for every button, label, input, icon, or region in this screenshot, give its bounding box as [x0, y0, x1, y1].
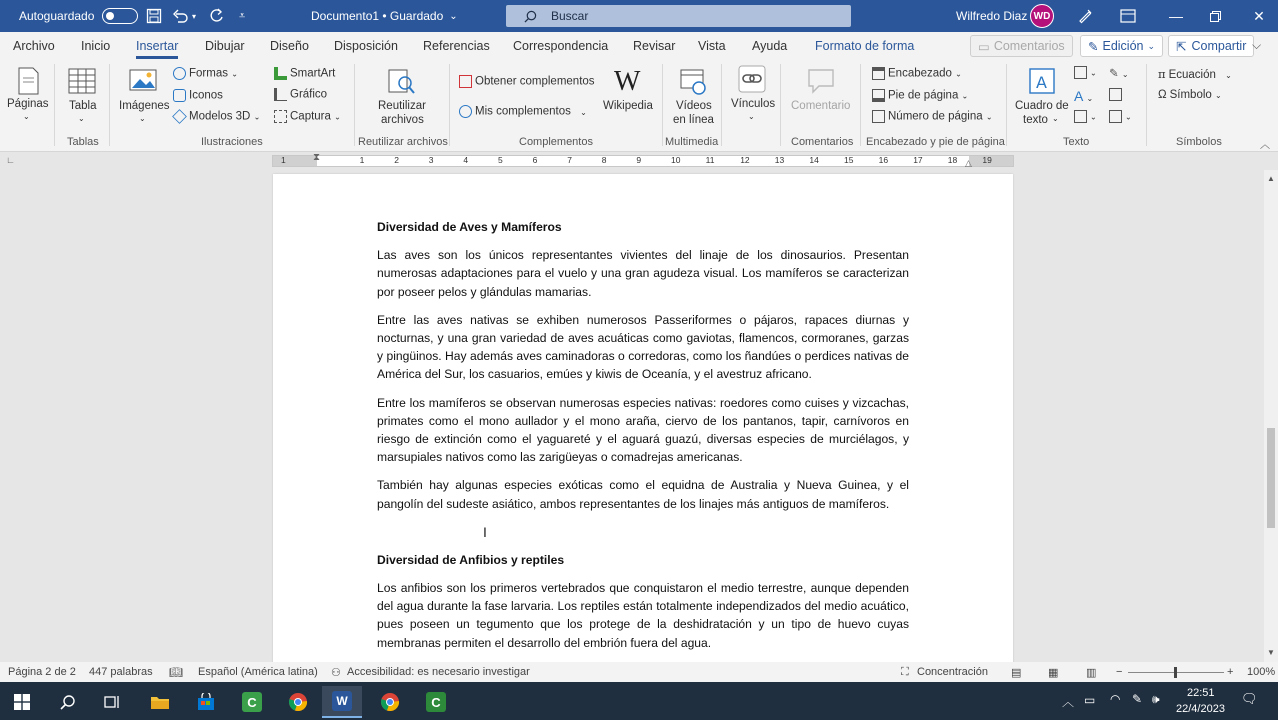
ruler-number: 4 [463, 155, 469, 165]
taskbar-search-icon[interactable] [48, 686, 88, 718]
icons-icon [173, 89, 186, 102]
tab-vista[interactable]: Vista [698, 39, 726, 53]
tab-inicio[interactable]: Inicio [81, 39, 111, 53]
chevron-down-icon: ⌄ [1086, 94, 1094, 103]
drop-cap-button[interactable] [1074, 110, 1097, 123]
search-icon [524, 10, 537, 23]
tab-selector-icon[interactable]: ∟ [6, 155, 15, 165]
tab-formato-de-forma[interactable]: Formato de forma [815, 39, 915, 53]
battery-icon[interactable]: ▭ [1084, 693, 1096, 707]
tab-diseno[interactable]: Diseño [270, 39, 309, 53]
comments-label: Comentarios [993, 39, 1065, 53]
textbox-icon [1027, 66, 1057, 96]
share-button[interactable] [1168, 35, 1254, 57]
chevron-down-icon: ⌄ [985, 112, 993, 122]
modelos-3d-button[interactable] [173, 110, 260, 123]
smartart-button[interactable] [274, 67, 335, 80]
reutilizar-label-1: Reutilizar [378, 100, 426, 112]
ruler-number: 6 [532, 155, 538, 165]
object-icon [1109, 110, 1122, 123]
chevron-down-icon: ⌄ [1225, 71, 1232, 80]
windows-taskbar [0, 682, 1278, 720]
signature-line-button[interactable] [1109, 66, 1129, 80]
group-label-texto: Texto [1063, 136, 1090, 148]
document-area[interactable] [0, 170, 1264, 662]
paragraph[interactable]: Entre los mamíferos se observan numerosas especies nativas: roedores como cuises y vizcachas, primates como el mono aullador y el mono araña, ciervo de los pantanos, tapir, carnívoros en riesgo de extinción como el yaguareté y el aguará guazú, diversas especies de murciélagos, y marsupiales nativos como las zarigüeyas o comadrejas americanas. [377, 395, 909, 465]
clock-date[interactable]: 22/4/2023 [1176, 703, 1225, 715]
focus-mode[interactable]: Concentración [917, 666, 988, 678]
table-icon [67, 66, 97, 96]
ruler-number: 1 [359, 155, 365, 165]
notifications-icon[interactable]: 🗨︎ [1241, 691, 1258, 706]
group-separator [354, 64, 355, 146]
addin-icon [459, 105, 472, 118]
ruler-left-margin [273, 156, 317, 166]
group-label-multimedia: Multimedia [665, 136, 719, 148]
chevron-down-icon: ⌄ [1052, 114, 1059, 123]
ecuacion-label: Ecuación [1168, 69, 1216, 81]
customize-qat-icon[interactable]: ⩡ [239, 9, 246, 22]
cube-icon [172, 109, 187, 124]
proofing-icon[interactable]: 📖︎ [169, 667, 183, 679]
text-cursor-icon: I [483, 524, 487, 540]
chevron-down-icon: ⌄ [1125, 112, 1132, 122]
chevron-down-icon: ⌄ [955, 69, 962, 79]
chevron-down-icon: ⌄ [139, 114, 146, 123]
comentario-label: Comentario [791, 100, 851, 112]
language[interactable]: Español (América latina) [198, 666, 318, 678]
page-number-icon [872, 110, 885, 123]
grafico-button[interactable] [274, 88, 327, 101]
tabla-label: Tabla [69, 100, 97, 112]
formas-label: Formas [189, 67, 228, 80]
chevron-down-icon: ⌄ [580, 107, 587, 117]
wikipedia-icon: W [614, 66, 641, 97]
file-explorer-icon[interactable] [140, 686, 180, 718]
page-icon [13, 66, 43, 96]
title-bar [0, 0, 1278, 32]
word-taskbar-icon[interactable]: W [322, 686, 362, 718]
comment-icon: ▭ [978, 39, 990, 54]
vertical-scrollbar[interactable] [1264, 170, 1278, 662]
tab-disposicion[interactable]: Disposición [334, 39, 398, 53]
footer-icon [872, 89, 885, 102]
group-separator [109, 64, 110, 146]
chrome-profile-icon[interactable] [370, 686, 410, 718]
quick-parts-button[interactable] [1074, 66, 1097, 79]
ruler-number: 16 [878, 155, 889, 165]
signature-icon: ✎ [1109, 68, 1119, 80]
screenshot-icon [274, 110, 287, 123]
tab-correspondencia[interactable]: Correspondencia [513, 39, 609, 53]
group-separator [721, 64, 722, 146]
chevron-down-icon: ⌄ [78, 114, 85, 123]
header-icon [872, 67, 885, 80]
autosave[interactable] [19, 0, 138, 32]
ruler-number: 10 [671, 155, 681, 165]
restore-button[interactable] [1193, 0, 1237, 32]
tab-dibujar[interactable]: Dibujar [205, 39, 245, 53]
ruler-number: 3 [428, 155, 434, 165]
pie-label: Pie de página [888, 89, 959, 102]
reuse-files-icon [386, 66, 416, 96]
videos-label-1: Vídeos [676, 100, 712, 112]
heading-aves-mamiferos[interactable]: Diversidad de Aves y Mamíferos [377, 220, 562, 234]
chrome-icon[interactable] [278, 686, 318, 718]
group-separator [449, 64, 450, 146]
formas-button[interactable] [173, 67, 238, 80]
pie-de-pagina-button[interactable] [872, 89, 968, 102]
chevron-down-icon: ⌄ [449, 10, 458, 22]
undo-dropdown-icon[interactable]: ▾ [192, 11, 197, 21]
grafico-label: Gráfico [290, 88, 328, 101]
pen-icon[interactable]: ✎ [1132, 692, 1143, 706]
scroll-down-icon[interactable]: ▼ [1267, 648, 1275, 657]
close-button[interactable]: ✕ [1253, 7, 1265, 24]
ruler-number: 19 [982, 155, 992, 165]
tab-archivo[interactable]: Archivo [13, 39, 55, 53]
reutilizar-label-2: archivos [381, 114, 424, 126]
obtener-complementos-button[interactable] [459, 75, 595, 88]
ruler-number: 5 [498, 155, 503, 165]
captura-button[interactable] [274, 110, 341, 123]
numero-label: Número de página [888, 110, 983, 123]
redo-icon[interactable] [209, 0, 225, 32]
chevron-down-icon: ⌄ [1215, 91, 1222, 100]
share-label: Compartir [1191, 39, 1247, 53]
wikipedia-label: Wikipedia [603, 100, 653, 112]
group-separator [1006, 64, 1007, 146]
avatar: WD [1030, 4, 1054, 28]
chevron-down-icon: ⌄ [748, 112, 755, 121]
more-options-icon[interactable]: ⌵ [1252, 38, 1262, 52]
chevron-down-icon: ⌄ [961, 91, 969, 101]
group-label-comentarios: Comentarios [791, 136, 854, 148]
collapse-ribbon-icon[interactable]: ︿ [1260, 140, 1270, 151]
chevron-down-icon: ⌄ [231, 69, 238, 79]
focus-icon: ⛶ [901, 666, 909, 678]
show-hidden-icons-icon[interactable]: ︿ [1062, 695, 1075, 709]
edit-mode-label: Edición [1102, 39, 1144, 53]
document-body[interactable] [377, 218, 909, 662]
cuadro-label-1: Cuadro de [1015, 100, 1069, 112]
ruler-number: 12 [740, 155, 750, 165]
horizontal-ruler[interactable] [272, 152, 1014, 168]
svg-text:A: A [1036, 73, 1047, 92]
right-indent-marker-icon[interactable]: △ [965, 158, 972, 168]
clock-time[interactable]: 22:51 [1187, 687, 1215, 699]
page-count[interactable]: Página 2 de 2 [8, 666, 76, 678]
search-placeholder: Buscar [551, 9, 589, 23]
scroll-up-icon[interactable]: ▲ [1267, 174, 1275, 183]
comments-button[interactable] [970, 35, 1073, 57]
calendar-icon [1109, 88, 1122, 101]
ruler-number: 11 [705, 155, 715, 165]
ruler-number: 9 [636, 155, 642, 165]
date-time-button[interactable] [1109, 88, 1125, 101]
document-title[interactable] [311, 0, 458, 32]
windows-start-icon[interactable] [2, 686, 42, 718]
edit-mode-button[interactable] [1080, 35, 1163, 57]
search-input[interactable] [506, 5, 851, 27]
ruler-bar [0, 152, 1278, 170]
store-icon[interactable] [186, 686, 226, 718]
zoom-level[interactable]: 100% [1247, 666, 1276, 678]
user-avatar[interactable] [1030, 0, 1054, 32]
camtasia-icon[interactable]: C [232, 686, 272, 718]
group-label-ilustraciones: Ilustraciones [201, 136, 263, 148]
word-count[interactable]: 447 palabras [89, 666, 153, 678]
wordart-icon: A [1074, 88, 1084, 104]
document-title-text: Documento1 • Guardado [311, 9, 444, 23]
store-icon [459, 75, 472, 88]
encabezado-button[interactable] [872, 67, 962, 80]
videos-label-2: en línea [673, 114, 714, 126]
ribbon-display-icon[interactable] [1120, 0, 1136, 32]
zoom-slider[interactable] [1128, 672, 1224, 673]
ribbon-insertar [0, 60, 1278, 152]
chevron-down-icon: ⌄ [1121, 70, 1129, 79]
paginas-label: Páginas [7, 98, 49, 110]
shapes-icon [173, 67, 186, 80]
drop-cap-icon [1074, 110, 1087, 123]
ruler-number: 1 [281, 155, 286, 165]
tab-ayuda[interactable]: Ayuda [752, 39, 788, 53]
web-layout-icon[interactable]: ▥ [1086, 667, 1097, 679]
smartart-icon [274, 67, 287, 80]
volume-icon[interactable]: 🕪︎ [1152, 692, 1160, 706]
vinculos-label: Vínculos [731, 98, 776, 110]
ruler-number: 14 [809, 155, 819, 165]
iconos-button[interactable] [173, 89, 223, 102]
group-label-simbolos: Símbolos [1176, 136, 1222, 148]
omega-icon: Ω [1158, 89, 1167, 101]
status-bar [0, 662, 1278, 682]
tab-insertar[interactable]: Insertar [136, 39, 179, 53]
simbolo-button[interactable] [1158, 89, 1222, 101]
group-separator [662, 64, 663, 146]
zoom-in-icon[interactable]: + [1227, 666, 1234, 678]
link-icon [737, 64, 767, 94]
chevron-down-icon: ⌄ [1090, 112, 1097, 122]
quick-parts-icon [1074, 66, 1087, 79]
cuadro-label-2: texto [1023, 114, 1048, 126]
zoom-slider-thumb[interactable] [1174, 667, 1177, 678]
empty-paragraph[interactable] [377, 523, 909, 551]
ruler-number: 17 [913, 155, 923, 165]
pencil-icon: ✎ [1088, 39, 1099, 54]
group-separator [1146, 64, 1147, 146]
chart-icon [274, 88, 287, 101]
ruler-number: 18 [947, 155, 958, 165]
group-label-reutilizar: Reutilizar archivos [358, 136, 448, 148]
wordart-button[interactable] [1074, 88, 1093, 104]
ecuacion-button[interactable] [1158, 67, 1232, 81]
group-label-tablas: Tablas [67, 136, 99, 148]
tab-revisar[interactable]: Revisar [633, 39, 676, 53]
ruler-number: 8 [601, 155, 607, 165]
user-name[interactable]: Wilfredo Diaz [956, 9, 1028, 23]
iconos-label: Iconos [189, 89, 223, 102]
undo-icon[interactable] [172, 0, 196, 32]
share-icon: ⇱ [1176, 39, 1187, 54]
chevron-down-icon: ⌄ [1090, 68, 1097, 78]
group-separator [860, 64, 861, 146]
autosave-label: Autoguardado [19, 9, 95, 23]
pi-icon: π [1158, 67, 1166, 81]
comment-icon [806, 66, 836, 96]
paragraph[interactable]: Las aves son los únicos representantes vivientes del linaje de los dinosaurios. Presentan numerosas adaptaciones para el vuelo y una gran agudeza visual. Los mamíferos se caracterizan por poseer pelos y glándulas mamarias. [377, 248, 909, 299]
group-label-complementos: Complementos [519, 136, 593, 148]
smartart-label: SmartArt [290, 67, 336, 80]
mis-label: Mis complementos [475, 105, 571, 118]
scrollbar-thumb[interactable] [1267, 428, 1275, 528]
read-mode-icon[interactable]: ▤ [1011, 667, 1022, 679]
paragraph[interactable]: Los anfibios son los primeros vertebrados que conquistaron el medio terrestre, aunque dependen del agua durante la fase larvaria. Los reptiles están totalmente independizados del medio acuático, pues poseen un tegumento que los protege de la deshidratación y un tipo de huevo cuyas membranas permiten el desarrollo del embrión fuera del agua. [377, 581, 909, 650]
chevron-down-icon: ⌄ [1147, 40, 1156, 51]
tab-referencias[interactable]: Referencias [423, 39, 490, 53]
print-layout-icon[interactable]: ▦ [1048, 667, 1059, 679]
save-icon[interactable] [146, 0, 162, 32]
chevron-down-icon: ⌄ [253, 112, 261, 122]
task-view-icon[interactable] [92, 686, 132, 718]
group-separator [780, 64, 781, 146]
paragraph[interactable]: También hay algunas especies exóticas como el equidna de Australia y Nueva Guinea, y el pangolín del sudeste asiático, ambos representantes de los linajes más antiguos de mamíferos. [377, 478, 909, 511]
ruler-number: 2 [394, 155, 399, 165]
indent-marker-icon[interactable]: ⧗ [313, 152, 321, 163]
accessibility-icon: ⚇ [331, 667, 341, 679]
video-icon [678, 66, 708, 96]
ribbon-tabs [0, 32, 1278, 60]
ruler-number: 7 [567, 155, 572, 165]
imagenes-label: Imágenes [119, 100, 170, 112]
mis-complementos-button[interactable] [459, 105, 587, 118]
chevron-down-icon: ⌄ [23, 112, 30, 121]
accessibility-status[interactable]: Accesibilidad: es necesario investigar [347, 666, 530, 678]
chevron-down-icon: ⌄ [334, 112, 341, 122]
modelos-3d-label: Modelos 3D [189, 110, 251, 123]
document-page[interactable] [273, 174, 1013, 662]
image-icon [128, 66, 158, 96]
minimize-button[interactable]: — [1169, 8, 1183, 24]
heading-anfibios-reptiles[interactable]: Diversidad de Anfibios y reptiles [377, 552, 565, 567]
camtasia-recorder-icon[interactable]: C [416, 686, 456, 718]
ruler-number: 13 [774, 155, 785, 165]
group-separator [54, 64, 55, 146]
simbolo-label: Símbolo [1169, 89, 1212, 101]
paragraph[interactable]: Entre las aves nativas se exhiben numerosos Passeriformes o pájaros, rapaces diurnas y nocturnas, y una gran variedad de aves acuáticas como gaviotas, flamencos, cormoranes, garzas y pingüinos. Hay además aves caminadoras o corredoras, como los ñandúes o perdices nativas de América del Sur, los casuarios, emúes y kiwis de Oceanía, y el avestruz africano. [377, 312, 909, 382]
autosave-toggle[interactable] [102, 8, 138, 24]
zoom-out-icon[interactable]: − [1116, 666, 1123, 678]
obtener-label: Obtener complementos [475, 75, 595, 88]
group-label-encabezado: Encabezado y pie de página [866, 136, 1005, 148]
designer-pen-icon[interactable] [1077, 0, 1093, 32]
ruler-number: 15 [844, 155, 854, 165]
object-button[interactable] [1109, 110, 1132, 123]
numero-de-pagina-button[interactable] [872, 110, 993, 123]
encabezado-label: Encabezado [888, 67, 952, 80]
captura-label: Captura [290, 110, 331, 123]
wifi-icon[interactable]: ◠ [1110, 692, 1121, 706]
